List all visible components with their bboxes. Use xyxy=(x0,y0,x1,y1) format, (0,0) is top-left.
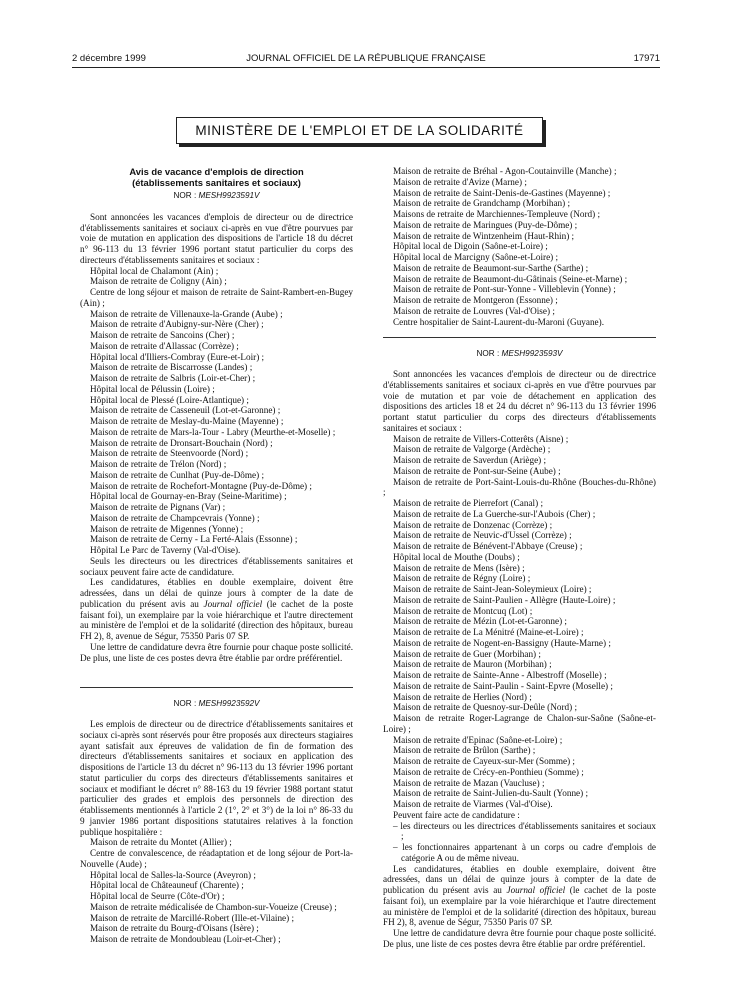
list-item: Maison de retraite de Grandchamp (Morbihan) ; xyxy=(393,198,571,209)
list-item: Hôpital Le Parc de Taverny (Val-d'Oise). xyxy=(90,545,241,555)
establishment-list-2 xyxy=(80,837,353,945)
establishment-list-1 xyxy=(80,266,353,556)
list-item: Maison de retraite de Wintzenheim (Haut-Rhin) ; xyxy=(393,230,575,241)
establishment-list-2-continued xyxy=(383,166,656,327)
list-item: Maison de retraite de Saint-Paulien - Allègre (Haute-Loire) ; xyxy=(393,594,616,605)
list-item: Hôpital local de Gournay-en-Bray (Seine-Maritime) ; xyxy=(90,491,287,502)
intro-paragraph-1: Sont annoncées les vacances d'emplois de directeur ou de directrice d'établissements sanitaires et sociaux ci-après en vue d'être pourvues par voie de mutation en application des dispositions de l'article 18 du décret n° 96-113 du 13 février 1996 portant statut particulier du corps des directeurs d'établissements sanitaires et sociaux : xyxy=(80,211,353,265)
list-item: Maison de retraite de Pierrefort (Canal) ; xyxy=(393,498,544,508)
list-item: Maison de retraite de Cunlhat (Puy-de-Dôme) ; xyxy=(90,469,265,480)
application-paragraph-2: Les candidatures, établies en double exemplaire, doivent être adressées, dans un délai de quinze jours à compter de la date de publication du présent avis au Journal officiel (le cachet de la poste faisant foi), un exemplaire par la voie hiérarchique et l'autre directement au ministère de l'emploi et de la solidarité (direction des hôpitaux, bureau FH 2), 8, avenue de Ségur, 75350 Paris 07 SP. xyxy=(383,863,656,928)
list-item: Maison de retraite de Brûlon (Sarthe) ; xyxy=(393,745,536,756)
list-item: Maison de retraite du Bourg-d'Oisans (Isère) ; xyxy=(90,923,259,934)
candidate-item-civil-servants: – les fonctionnaires appartenant à un corps ou cadre d'emplois de catégorie A ou de même niveau. xyxy=(393,842,656,863)
list-item: Maison de retraite de Nogent-en-Bassigny (Haute-Marne) ; xyxy=(393,637,611,648)
list-item: Maison de retraite médicalisée de Chambon-sur-Voueize (Creuse) ; xyxy=(90,901,337,912)
list-item: Hôpital local de Seurre (Côte-d'Or) ; xyxy=(90,891,225,901)
right-column xyxy=(383,166,656,950)
list-item: Hôpital local de Mouthe (Doubs) ; xyxy=(393,551,520,562)
section-divider xyxy=(383,337,656,338)
notice-title: Avis de vacance d'emplois de direction xyxy=(129,166,304,177)
list-item: Maison de retraite de Pont-sur-Yonne - Villeblevin (Yonne) ; xyxy=(393,284,616,295)
list-item: Maison de retraite de Herlies (Nord) ; xyxy=(393,691,532,702)
list-item: Maison de retraite de Pignans (Var) ; xyxy=(90,502,226,512)
list-item: Maison de retraite de Saint-Julien-du-Sault (Yonne) ; xyxy=(393,788,589,799)
list-item: Maison de retraite de Valgorge (Ardèche) ; xyxy=(393,444,551,455)
list-item: Maison de retraite de Biscarrosse (Landes) ; xyxy=(90,362,253,373)
list-item: Hôpital local de Pélussin (Loire) ; xyxy=(90,383,215,394)
list-item: Maison de retraite de Saverdun (Ariège) ; xyxy=(393,455,547,465)
list-item: Maison de retraite de Saint-Paulin - Saint-Epvre (Moselle) ; xyxy=(393,680,613,691)
list-item: Maison de retraite de Dronsart-Bouchain (Nord) ; xyxy=(90,437,273,448)
list-item: Maison de retraite de Mézin (Lot-et-Garonne) ; xyxy=(393,616,567,627)
list-item: Maison de retraite de Saint-Denis-de-Gastines (Mayenne) ; xyxy=(393,187,611,198)
list-item: Maison de retraite de Villenauxe-la-Grande (Aube) ; xyxy=(90,308,283,319)
list-item: Maison de retraite d'Aubigny-sur-Nère (Cher) ; xyxy=(90,319,264,330)
list-item: Hôpital local de Digoin (Saône-et-Loire) ; xyxy=(393,241,548,252)
list-item: Hôpital local de Marcigny (Saône-et-Loire) ; xyxy=(393,252,559,262)
intro-paragraph-2: Les emplois de directeur ou de directrice d'établissements sanitaires et sociaux ci-après sont réservés pour être proposés aux directeurs stagiaires ayant satisfait aux épreuves de validation de fin de formation des directeurs d'établissements sanitaires et sociaux en application des dispositions de l'article 13 du décret n° 96-113 du 13 février 1996 portant statut particulier du corps des directeurs d'établissements sanitaires et sociaux et modifiant le décret n° 88-163 du 19 février 1988 portant statut particulier des grades et emplois des personnels de direction des établissements mentionnés à l'article 2 (1°, 2° et 3°) de la loi n° 86-33 du 9 janvier 1986 portant dispositions statutaires relatives à la fonction publique hospitalière : xyxy=(80,719,353,837)
establishment-list-3 xyxy=(383,434,656,810)
nor-reference-1: NOR : MESH9923591V xyxy=(173,191,260,200)
left-column xyxy=(80,166,353,945)
list-item: Maison de retraite de Maringues (Puy-de-Dôme) ; xyxy=(393,219,578,230)
list-item: Maison de retraite d'Allassac (Corrèze) ; xyxy=(90,340,239,351)
header-date: 2 décembre 1999 xyxy=(72,53,146,64)
list-item: Maison de retraite de Mars-la-Tour - Labry (Meurthe-et-Moselle) ; xyxy=(90,426,336,437)
list-item: Maison de retraite de Mazan (Vaucluse) ; xyxy=(393,777,545,788)
list-item: Maison de retraite de Beaumont-du-Gâtinais (Seine-et-Marne) ; xyxy=(393,273,628,284)
list-item: Maison de retraite de Steenvoorde (Nord) ; xyxy=(90,448,249,459)
list-item: Maison de retraite de Villers-Cotterêts (Aisne) ; xyxy=(393,433,569,444)
candidate-item-directors: – les directeurs ou les directrices d'établissements sanitaires et sociaux ; xyxy=(393,820,656,842)
list-item: Maisons de retraite de Marchiennes-Templeuve (Nord) ; xyxy=(393,209,601,219)
nor-reference-3: NOR : MESH9923593V xyxy=(476,349,563,359)
list-item: Maison de retraite de Salbris (Loir-et-Cher) ; xyxy=(90,373,256,383)
page-header xyxy=(72,53,660,67)
list-item: Maison de retraite de Régny (Loire) ; xyxy=(393,573,531,584)
list-item: Maison de retraite de Champcevrais (Yonne) ; xyxy=(90,512,260,523)
list-item: Maison de retraite de Casseneuil (Lot-et-Garonne) ; xyxy=(90,405,281,416)
list-item: Maison de retraite de Pont-sur-Seine (Aube) ; xyxy=(393,465,561,476)
list-item: Maison de retraite Roger-Lagrange de Chalon-sur-Saône (Saône-et-Loire) ; xyxy=(383,713,656,734)
list-item: Maison de retraite de Montgeron (Essonne) ; xyxy=(393,295,558,305)
list-item: Maison de retraite de Quesnoy-sur-Deûle (Nord) ; xyxy=(393,702,578,713)
list-item: Maison de retraite de Rochefort-Montagne (Puy-de-Dôme) ; xyxy=(90,480,312,491)
list-item: Hôpital local de Salles-la-Source (Aveyron) ; xyxy=(90,869,256,880)
candidates-paragraph: Peuvent faire acte de candidature : xyxy=(393,809,520,820)
application-paragraph-1: Les candidatures, établies en double exemplaire, doivent être adressées, dans un délai de quinze jours à compter de la date de publication du présent avis au Journal officiel (le cachet de la poste faisant foi), un exemplaire par la voie hiérarchique et l'autre directement au ministère de l'emploi et de la solidarité (direction des hôpitaux, bureau FH 2), 8, avenue de Ségur, 75350 Paris 07 SP. xyxy=(80,577,353,641)
list-item: Maison de retraite de Saint-Jean-Soleymieux (Loire) ; xyxy=(393,584,592,594)
list-item: Maison de retraite d'Epinac (Saône-et-Loire) ; xyxy=(393,734,563,745)
list-item: Hôpital local de Plessé (Loire-Atlantique) ; xyxy=(90,394,249,405)
section-divider xyxy=(80,687,353,688)
list-item: Maison de retraite de Migennes (Yonne) ; xyxy=(90,523,244,534)
list-item: Maison de retraite de Louvres (Val-d'Oise) ; xyxy=(393,305,555,316)
list-item: Hôpital local de Châteauneuf (Charente) ; xyxy=(90,880,244,891)
letter-paragraph-2: Une lettre de candidature devra être fournie pour chaque poste sollicité. De plus, une liste de ces postes devra être établie par ordre préférentiel. xyxy=(383,928,657,949)
list-item: Maison de retraite de Coligny (Ain) ; xyxy=(90,276,227,287)
list-item: Maison de retraite de Neuvic-d'Ussel (Corrèze) ; xyxy=(393,530,572,541)
list-item: Maison de retraite de Mens (Isère) ; xyxy=(393,562,525,573)
notice-subtitle: (établissements sanitaires et sociaux) xyxy=(132,177,301,188)
list-item: Maison de retraite de Bénévent-l'Abbaye (Creuse) ; xyxy=(393,541,583,551)
list-item: Maison de retraite de La Ménitré (Maine-et-Loire) ; xyxy=(393,627,584,637)
list-item: Maison de retraite de Mondoubleau (Loir-et-Cher) ; xyxy=(90,934,281,944)
header-rule xyxy=(72,67,660,68)
list-item: Maison de retraite de Sainte-Anne - Albestroff (Moselle) ; xyxy=(393,670,607,680)
list-item: Hôpital local de Chalamont (Ain) ; xyxy=(90,265,219,276)
list-item: Maison de retraite de Donzenac (Corrèze) ; xyxy=(393,519,553,530)
eligibility-paragraph: Seuls les directeurs ou les directrices d'établissements sanitaires et sociaux peuvent faire acte de candidature. xyxy=(80,555,353,577)
list-item: Maison de retraite de Crécy-en-Ponthieu (Somme) ; xyxy=(393,766,584,777)
list-item: Maison de retraite de Meslay-du-Maine (Mayenne) ; xyxy=(90,416,284,426)
list-item: Maison de retraite de Montcuq (Lot) ; xyxy=(393,605,533,616)
header-journal-title: JOURNAL OFFICIEL DE LA RÉPUBLIQUE FRANÇAISE xyxy=(246,53,486,64)
intro-paragraph-3: Sont annoncées les vacances d'emplois de directeur ou de directrice d'établissements sanitaires et sociaux ci-après en vue d'être pourvues par voie de mutation et par voie de détachement en application des dispositions des articles 18 et 24 du décret n° 96-113 du 13 février 1996 portant statut particulier du corps des directeurs d'établissements sanitaires et sociaux : xyxy=(383,369,656,433)
nor-reference-2: NOR : MESH9923592V xyxy=(173,699,260,709)
list-item: Maison de retraite de Cayeux-sur-Mer (Somme) ; xyxy=(393,756,575,766)
list-item: Maison de retraite de La Guerche-sur-l'Aubois (Cher) ; xyxy=(393,508,596,519)
list-item: Maison de retraite de Cerny - La Ferté-Alais (Essonne) ; xyxy=(90,534,298,545)
list-item: Maison de retraite d'Avize (Marne) ; xyxy=(393,176,527,187)
list-item: Maison de retraite de Sancoins (Cher) ; xyxy=(90,330,235,340)
list-item: Maison de retraite de Mauron (Morbihan) ; xyxy=(393,659,552,670)
list-item: Maison de retraite du Montet (Allier) ; xyxy=(90,837,232,848)
header-page-number: 17971 xyxy=(633,53,660,64)
letter-paragraph-1: Une lettre de candidature devra être fournie pour chaque poste sollicité. De plus, une liste de ces postes devra être établie par ordre préférentiel. xyxy=(80,641,354,663)
list-item: Centre de long séjour et maison de retraite de Saint-Rambert-en-Bugey (Ain) ; xyxy=(80,287,353,308)
list-item: Maison de retraite de Viarmes (Val-d'Oise). xyxy=(393,799,553,809)
list-item: Hôpital local d'Illiers-Combray (Eure-et-Loir) ; xyxy=(90,351,265,362)
ministry-title: MINISTÈRE DE L'EMPLOI ET DE LA SOLIDARITÉ xyxy=(195,123,524,138)
list-item: Maison de retraite de Guer (Morbihan) ; xyxy=(393,648,541,659)
list-item: Centre hospitalier de Saint-Laurent-du-Maroni (Guyane). xyxy=(393,316,604,327)
list-item: Centre de convalescence, de réadaptation et de long séjour de Port-la-Nouvelle (Aude) ; xyxy=(80,848,353,869)
list-item: Maison de retraite de Bréhal - Agon-Coutainville (Manche) ; xyxy=(393,166,617,176)
list-item: Maison de retraite de Marcillé-Robert (Ille-et-Vilaine) ; xyxy=(90,912,295,923)
ministry-box xyxy=(176,117,543,144)
list-item: Maison de retraite de Trélon (Nord) ; xyxy=(90,459,227,469)
list-item: Maison de retraite de Port-Saint-Louis-du-Rhône (Bouches-du-Rhône) ; xyxy=(383,476,656,498)
list-item: Maison de retraite de Beaumont-sur-Sarthe (Sarthe) ; xyxy=(393,262,589,273)
